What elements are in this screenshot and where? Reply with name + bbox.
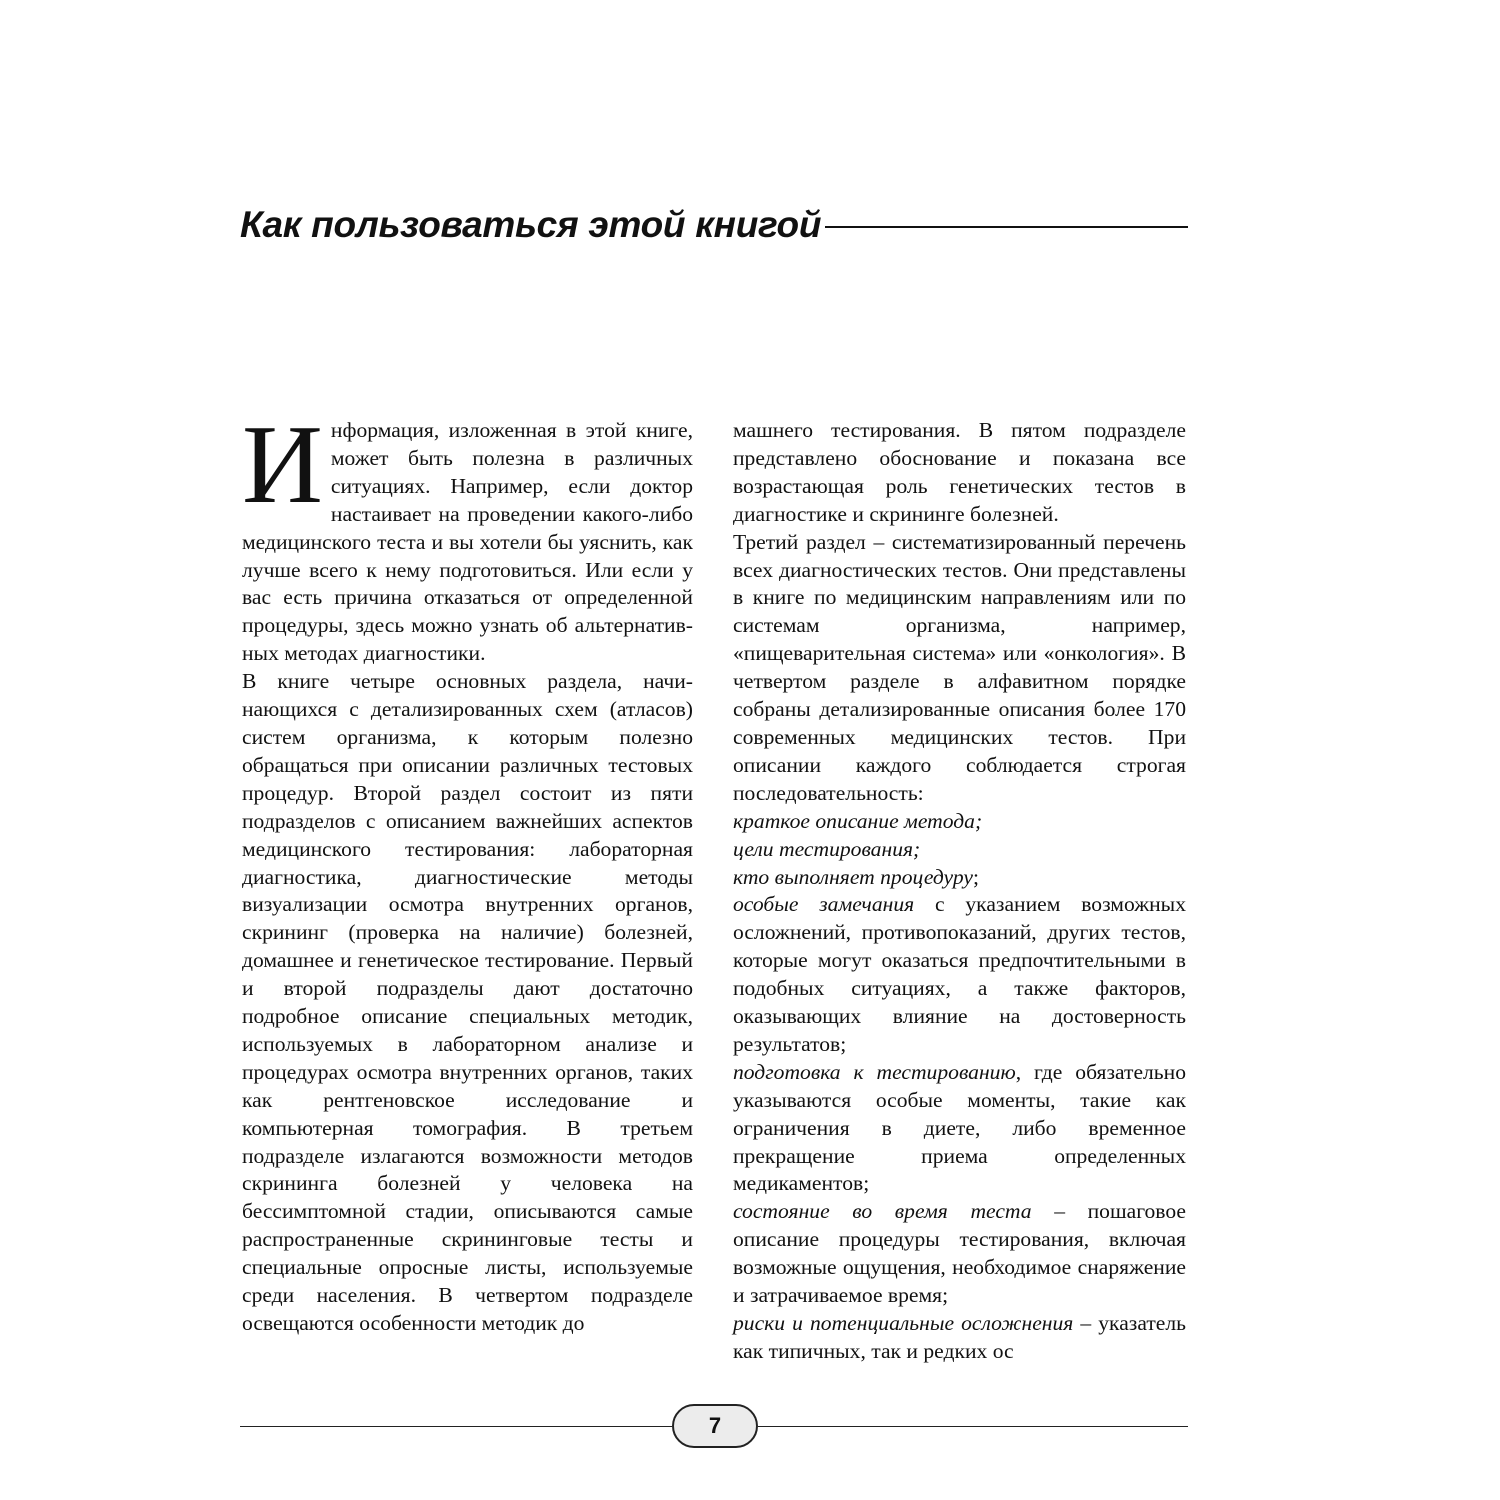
footer-rule-left <box>240 1426 672 1427</box>
list-item-risks-label: риски и потенциальные осложнения <box>733 1311 1074 1335</box>
list-item-description: краткое описание метода; <box>733 808 983 833</box>
list-item-risks-text: – указатель как типичных, так и редких ос <box>733 1311 1187 1363</box>
list-item-preparation-text: , где обязательно указываются особые моменты, такие как ограничения в диете, либо временное прекращение приема определенных медикаментов; <box>733 1059 1187 1196</box>
list-item-performer-end: ; <box>972 864 979 889</box>
list-item-during-test-label: состояние во время теста <box>733 1199 1032 1224</box>
list-item-risks <box>733 1310 1186 1366</box>
list-item-during-test-text: – пошаговое описание процедуры тестирования, включая возможные ощущения, необходимое снаряжение и затрачиваемое время; <box>733 1199 1187 1308</box>
right-column <box>733 417 1186 1366</box>
intro-paragraph-text: нформация, изложенная в этой книге, может быть полезна в различных ситуациях. Например, если доктор настаивает на проведении какого-либо медицинского теста и вы хотели бы уяснить, как лучше всего к нему подготовиться. Или если у вас есть причина отказаться от определенной процедуры, здесь можно узнать об альтернативных методах диагностики. <box>242 418 693 666</box>
footer-rule-right <box>758 1426 1188 1427</box>
list-item-remarks <box>733 891 1186 1058</box>
list-item-remarks-text: с указанием возможных осложнений, противопоказаний, других тестов, которые могут оказаться предпочтительными в подобных ситуациях, а также факторов, оказывающих влияние на достоверность результатов; <box>733 892 1186 1056</box>
list-item-goals: цели тестирования; <box>733 836 921 861</box>
left-column <box>242 403 693 1338</box>
list-item-preparation <box>733 1059 1186 1199</box>
intro-paragraph <box>242 403 693 668</box>
list-item-remarks-label: особые замечания <box>733 892 915 917</box>
page-footer <box>240 1398 1188 1448</box>
continued-paragraph: машнего тестирования. В пятом подразделе представлено обоснование и показана все возрастающая роль генетических тестов в диагностике и скрининге болезней. <box>733 418 1186 526</box>
list-item-performer-label: кто выполняет процедуру <box>733 864 973 889</box>
third-section-paragraph: Третий раздел – систематизированный перечень всех диагностических тестов. Они представлены в книге по медицинским направлениям или по системам организма, например, «пищеварительная система» или «онкология». В четвертом разделе в алфавитном порядке собраны детализированные описания более 170 современных медицинских тестов. При описании каждого соблюдается строгая последовательность: <box>733 529 1186 805</box>
sections-paragraph: В книге четыре основных раздела, начинающихся с детализированных схем (атласов) систем организма, к которым полезно обращаться при описании различных тестовых процедур. Второй раздел состоит из пяти подразделов с описанием важнейших аспектов медицинского тестирования: лабораторная диагностика, диагностические методы визуализации осмотра внутренних органов, скрининг (проверка на наличие) болезней, домашнее и генетическое тестирование. Первый и второй подразделы дают достаточно подробное описание специальных методик, используемых в лабораторном анализе и процедурах осмотра внутренних органов, таких как рентгеновское исследование и компьютерная томография. В третьем подразделе излагаются возможности методов скрининга болезней у человека на бессимптомной стадии, описываются самые распространенные скрининговые тесты и специальные опросные листы, используемые среди населения. В четвертом подразделе освещаются особенности методик до <box>242 669 693 1335</box>
title-rule <box>825 226 1188 228</box>
list-item-during-test <box>733 1198 1186 1310</box>
page-number: 7 <box>672 1404 758 1448</box>
title-block <box>240 198 1188 246</box>
page-title: Как пользоваться этой книгой <box>240 204 822 245</box>
list-item-performer <box>733 864 1186 892</box>
drop-cap: И <box>242 403 323 527</box>
list-item-preparation-label: подготовка к тестированию <box>733 1059 1016 1084</box>
